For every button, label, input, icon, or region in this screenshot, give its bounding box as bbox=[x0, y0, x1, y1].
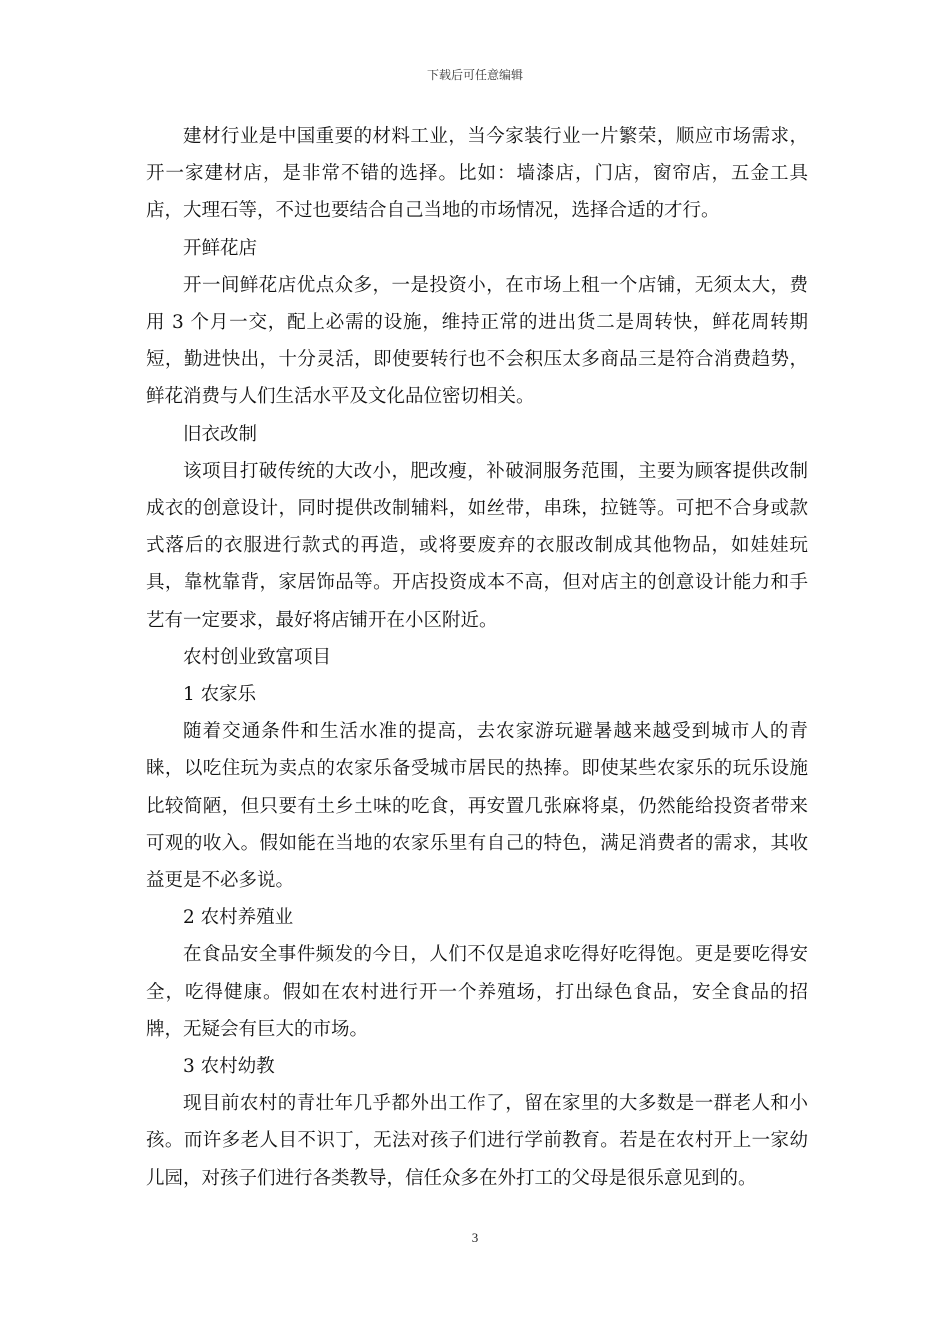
paragraph: 该项目打破传统的大改小，肥改瘦，补破洞服务范围，主要为顾客提供改制成衣的创意设计，同时提供改制辅料，如丝带，串珠，拉链等。可把不合身或款式落后的衣服进行款式的再造，或将要废弃的衣服改制成其他物品，如娃娃玩具，靠枕靠背，家居饰品等。开店投资成本不高，但对店主的创意设计能力和手艺有一定要求，最好将店铺开在小区附近。 bbox=[146, 460, 808, 631]
section-heading: 开鲜花店 bbox=[183, 237, 258, 259]
page-number: 3 bbox=[471, 1230, 479, 1245]
paragraph: 现目前农村的青壮年几乎都外出工作了，留在家里的大多数是一群老人和小孩。而许多老人目不识丁，无法对孩子们进行学前教育。若是在农村开上一家幼儿园，对孩子们进行各类教导，信任众多在外打工的父母是很乐意见到的。 bbox=[146, 1093, 808, 1189]
section-heading: 1 农家乐 bbox=[183, 684, 257, 706]
paragraph: 建材行业是中国重要的材料工业，当今家装行业一片繁荣，顺应市场需求，开一家建材店，是非常不错的选择。比如：墙漆店，门店，窗帘店，五金工具店，大理石等，不过也要结合自己当地的市场情况，选择合适的才行。 bbox=[146, 126, 808, 222]
section-heading: 农村创业致富项目 bbox=[183, 646, 332, 668]
section-heading: 3 农村幼教 bbox=[183, 1056, 275, 1078]
page-header: 下载后可任意编辑 bbox=[426, 68, 523, 82]
paragraph: 开一间鲜花店优点众多，一是投资小，在市场上租一个店铺，无须太大，费用 3 个月一交，配上必需的设施，维持正常的进出货二是周转快，鲜花周转期短，勤进快出，十分灵活，即使要转行也不会积压太多商品三是符合消费趋势，鲜花消费与人们生活水平及文化品位密切相关。 bbox=[146, 274, 808, 408]
paragraph: 在食品安全事件频发的今日，人们不仅是追求吃得好吃得饱。更是要吃得安全，吃得健康。假如在农村进行开一个养殖场，打出绿色食品，安全食品的招牌，无疑会有巨大的市场。 bbox=[146, 944, 808, 1040]
section-heading: 2 农村养殖业 bbox=[183, 907, 294, 929]
paragraph: 随着交通条件和生活水准的提高，去农家游玩避暑越来越受到城市人的青睐，以吃住玩为卖点的农家乐备受城市居民的热捧。即使某些农家乐的玩乐设施比较简陋，但只要有土乡土味的吃食，再安置几张麻将桌，仍然能给投资者带来可观的收入。假如能在当地的农家乐里有自己的特色，满足消费者的需求，其收益更是不必多说。 bbox=[146, 721, 808, 892]
body-text bbox=[146, 118, 808, 1197]
section-heading: 旧衣改制 bbox=[183, 423, 258, 445]
